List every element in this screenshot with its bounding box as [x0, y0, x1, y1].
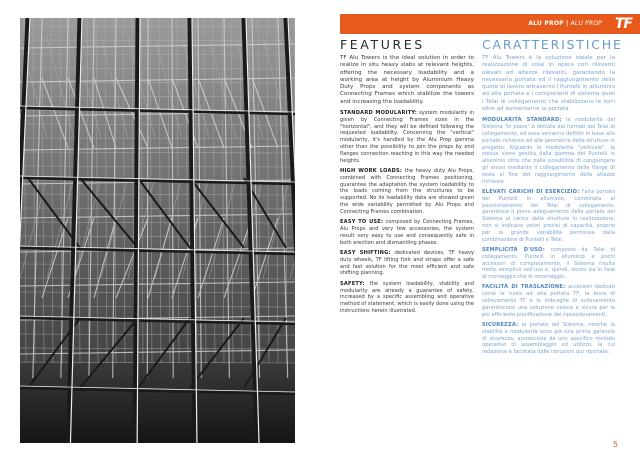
section-sicurezza	[482, 322, 615, 356]
section-label: STANDARD MODULARITY:	[340, 110, 418, 117]
section-label: MODULARITÀ STANDARD:	[482, 117, 562, 124]
section-text: dedicated devices, TF heavy duty wheels, TF lifting fork and straps offer a safe and fast solution for the most efficient and safe shifting planning.	[340, 250, 474, 277]
features-intro: TF Alu Towers is the ideal solution in order to realize in situ heavy slabs at relevant heights, offering the necessary loadability and a working area at height by Aluminium Heavy Duty Props and system components as Connecting Frames which stabilize the towers and increasing the loadability.	[340, 55, 474, 105]
section-label: EASY TO USE:	[340, 219, 384, 226]
section-text: la portata del Sistema, nonché la stabilità e modularità sono già una prima garanzia di sicurezza, accresciuta da uno specifico metodo operativo di assemblaggio ed utilizzo, la cui redazione è facilitata dalle istruzioni qui riportate.	[482, 322, 615, 356]
section-text: la modularità del Sistema "in piano" è dettata dai formati dei Telai di collegamento, ed essa verranno definiti in base alle portate richieste ed alle geometrie delle strutture in progetto. Riguardo la modularità "verticale", la stessa viene gestita dalla gamma dei Puntelli in alluminio oltre che dalla possibilità di congiungere gli stessi mediante il collegamento delle flange di testa al fine del raggiungimento delle altezze richieste.	[482, 117, 615, 185]
section-label: EASY SHIFTING:	[340, 250, 391, 256]
section-text: composto da Telai di collegamento, Puntelli in alluminio e pochi accessori di completamento, il Sistema risulta molto semplice nell'uso e, quindi, sicuro sia in fase di montaggio che di smontaggio.	[482, 246, 615, 281]
section-standard-modularity	[340, 110, 474, 164]
header-caption	[528, 20, 602, 27]
section-label: SAFETY:	[340, 280, 365, 287]
section-text: composed by Connecting Frames, Alu Props and very few accessories, the system result very easy to use and consequently safe in both erection and dismantling phases.	[340, 219, 474, 246]
section-label: SICUREZZA:	[482, 322, 519, 329]
section-facilita-traslazione	[482, 284, 615, 318]
section-text: accessori dedicati come le ruote ad alta portata TF, la forca di sollevamento TF e le imbraghe di sollevamento garantiscono una soluzione veloce e sicura per la più efficiente pianificazione dei riposizionamenti.	[482, 284, 615, 318]
section-label: SEMPLICITÀ D'USO:	[482, 246, 545, 253]
tf-logo: TF	[614, 16, 632, 32]
section-text: l'alta portata dei Puntelli in alluminio, combinata al posizionamento dei Telai di collegamento, garantisce il pieno adeguamento della portata del Sistema al carico delle strutture in realizzazione, non si indicano valori precisi di capacità, proprio per la grande variabilità permessa dalla combinazione di Puntelli e Telai.	[482, 188, 616, 243]
section-semplicita-uso	[482, 247, 615, 281]
scaffolding-tower-photo	[20, 18, 295, 443]
section-label: ELEVATI CARICHI DI ESERCIZIO:	[482, 188, 580, 195]
header-caption-italic: ALU PROP	[568, 20, 602, 27]
header-band	[340, 14, 640, 34]
caratteristiche-title: CARATTERISTICHE	[482, 37, 623, 52]
section-easy-shifting	[340, 250, 474, 277]
section-high-work-loads	[340, 168, 474, 216]
section-easy-to-use	[340, 219, 474, 246]
section-text: the heavy duty Alu Props, combined with Connecting Frames positioning, guarantee the adaptation the system loadability to the loads coming from the structures to be supported. No its loadability data are showed given the wide variability permitted by Alu Props and Connecting Frames combination.	[340, 168, 474, 215]
section-elevati-carichi	[482, 189, 615, 243]
page-number: 5	[612, 440, 618, 449]
section-text: the system loadability, stability and modularity are already a guarantee of safety, increased by a specific assembling and operative method of statement, which is easily done using the instructions herein illustrated.	[340, 280, 474, 314]
caratteristiche-intro: TF Alu Towers è la soluzione ideale per la realizzazione di solai in opera con rilevanti elevati ed altezze rilevanti, garantendo la necessaria portata ed il raggiungimento delle quote di lavoro attraverso i Puntelli in alluminio ad alta portata e i componenti di sistema quali i Telai di collegamento che stabilizzano le torri oltre ad aumentarne la portata.	[482, 55, 615, 113]
features-column-english	[340, 38, 474, 318]
features-column-italian	[482, 37, 623, 360]
header-caption-main: ALU PROP |	[528, 20, 569, 27]
section-modularita-standard	[482, 117, 615, 185]
section-text: system modularity in given by Connecting Frames sizes in the "horizontal", and they will be defined following the requested loadability. Concerning the "vertical" modularity, it's handled by the Alu Prop gamma other than the possibility to join the props by end flanges connection reaching in this way the needed heights.	[340, 110, 475, 164]
section-label: FACILITÀ DI TRASLAZIONE:	[482, 284, 566, 291]
features-title: FEATURES	[340, 37, 425, 52]
section-label: HIGH WORK LOADS:	[340, 168, 403, 175]
section-safety	[340, 281, 474, 315]
